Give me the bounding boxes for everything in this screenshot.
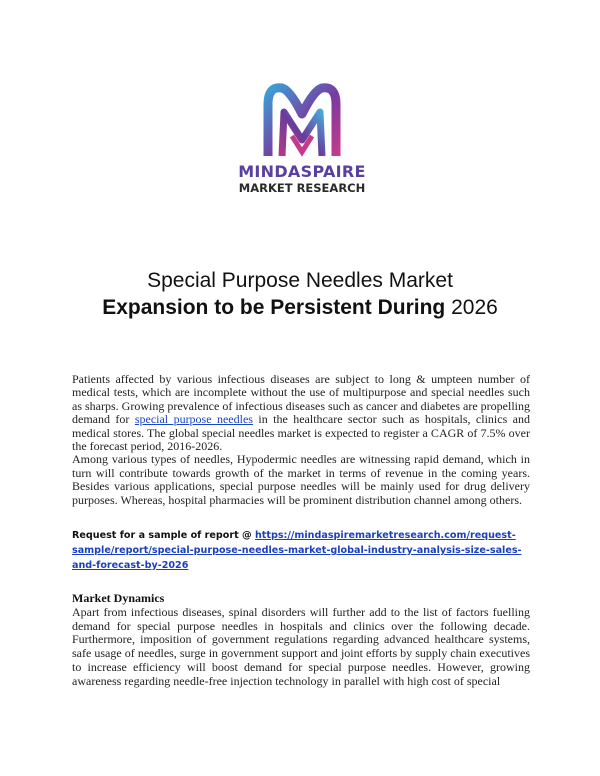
company-logo: [232, 78, 372, 195]
title-line1: Special Purpose Needles Market: [147, 269, 453, 292]
intro-section: [72, 373, 530, 507]
request-label: Request for a sample of report @: [72, 530, 255, 541]
logo-name-line1: MINDASPAIRE: [238, 162, 366, 181]
title-line2: [40, 294, 560, 322]
request-sample-block: [72, 528, 542, 573]
intro-p1-text: Patients affected by various infectious diseases are subject to long & umpteen number of medical tests, which are incomplete without the use of multipurpose and special needles such as sharps. Growing prevalence of infectious diseases such as cancer and diabetes are propelling demand for: [72, 372, 530, 427]
page-title: [40, 268, 560, 322]
request-sample-link[interactable]: https://mindaspiremarketresearch.com/request-sample/report/special-purpose-needles-market-global-industry-analysis-size-sales-and-forecast-by-2026: [72, 530, 522, 571]
market-dynamics-heading: Market Dynamics: [72, 591, 165, 605]
intro-paragraph-2: Among various types of needles, Hypodermic needles are witnessing rapid demand, which in turn will contribute towards growth of the market in terms of revenue in the coming years. Besides various applications, special purpose needles will be mainly used for drug delivery purposes. Whereas, hospital pharmacies will be prominent distribution channel among others.: [72, 452, 530, 507]
market-dynamics-paragraph: Apart from infectious diseases, spinal disorders will further add to the list of factors fuelling demand for special purpose needles in hospitals and clinics over the following decade. Furthermore, imposition of government regulations regarding advanced healthcare systems, safe usage of needles, surge in government support and joint efforts by supply chain executives to increase efficiency will boost demand for special purpose needles. However, growing awareness regarding needle-free injection technology in parallel with high cost of special: [72, 604, 530, 688]
intro-paragraph-1: [72, 373, 530, 453]
title-year: 2026: [451, 296, 498, 319]
market-dynamics-section: [72, 592, 530, 689]
title-line2-bold: Expansion to be Persistent During: [102, 296, 446, 319]
intro-p1-text-end: in the healthcare sector such as hospitals, clinics and medical stores. The global special needles market is expected to register a CAGR of 7.5% over the forecast period, 2016-2026.: [72, 412, 530, 454]
special-purpose-needles-link[interactable]: special purpose needles: [134, 412, 253, 427]
logo-name-line2: MARKET RESEARCH: [238, 181, 366, 195]
mindaspaire-m-icon: [262, 78, 342, 160]
